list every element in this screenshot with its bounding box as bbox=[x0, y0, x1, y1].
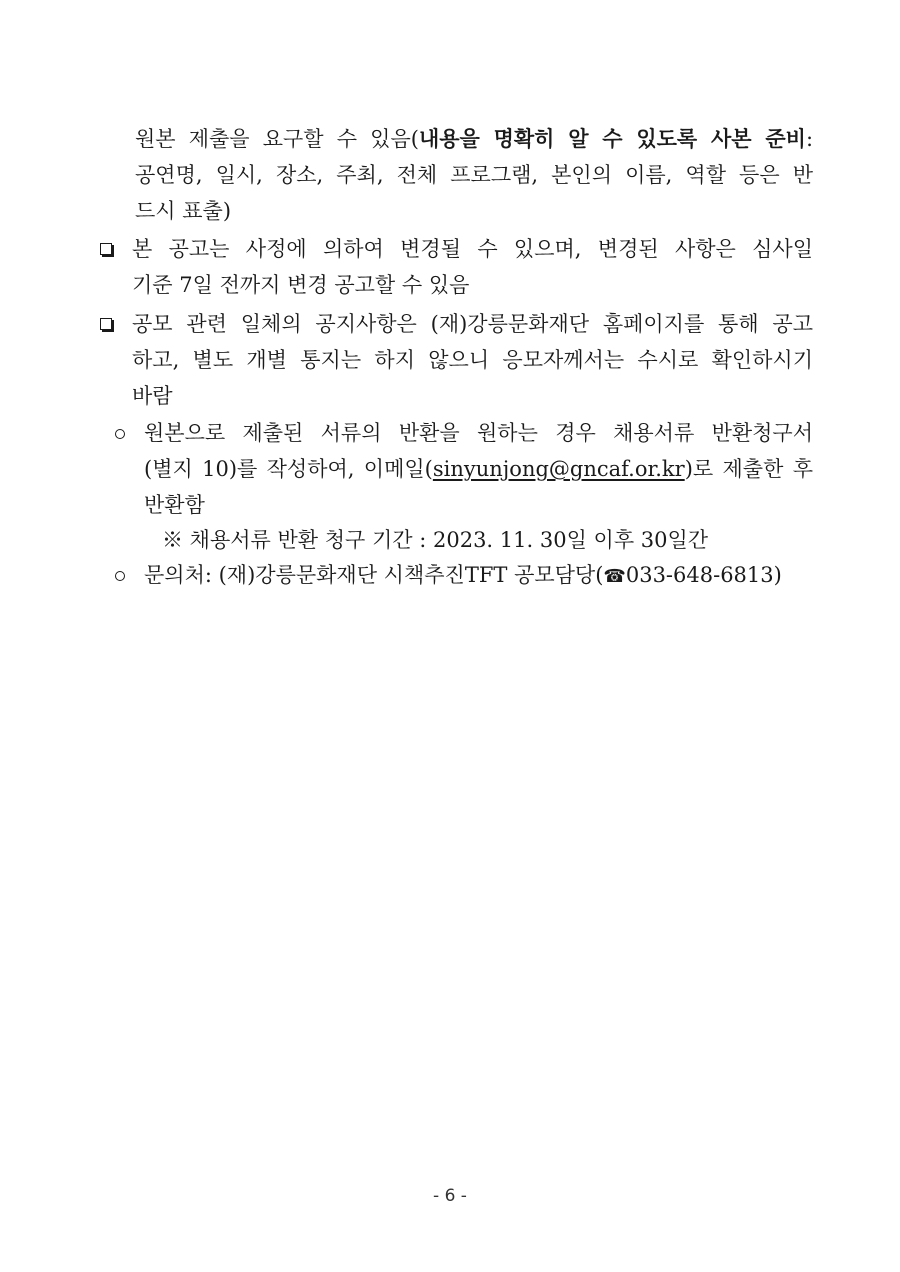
return-docs-note-text: ※ 채용서류 반환 청구 기간 : 2023. 11. 30일 이후 30일간 bbox=[162, 528, 709, 552]
notice-announce-line1-text: 공모 관련 일체의 공지사항은 (재)강릉문화재단 홈페이지를 통해 공고 bbox=[132, 312, 813, 336]
return-docs-line3 bbox=[144, 490, 205, 520]
notice-change-line2 bbox=[132, 270, 469, 300]
return-docs-note bbox=[162, 525, 708, 555]
section1-line1-plain: 원본 제출을 요구할 수 있음( bbox=[135, 127, 419, 151]
notice-announce-line3 bbox=[132, 381, 173, 411]
notice-announce-line2 bbox=[132, 345, 813, 375]
section1-line3-text: 드시 표출) bbox=[135, 199, 232, 223]
contact-post: ) bbox=[773, 563, 782, 587]
return-docs-line1-text: 원본으로 제출된 서류의 반환을 원하는 경우 채용서류 반환청구서 bbox=[144, 421, 813, 445]
section1-line2 bbox=[135, 160, 813, 190]
email-link[interactable]: sinyunjong@gncaf.or.kr bbox=[432, 457, 685, 481]
section1-line3 bbox=[135, 196, 231, 226]
notice-change-line2-text: 기준 7일 전까지 변경 공고할 수 있음 bbox=[132, 273, 470, 297]
notice-announce-line2-text: 하고, 별도 개별 통지는 하지 않으니 응모자께서는 수시로 확인하시기 bbox=[132, 348, 813, 372]
section1-line1 bbox=[135, 124, 813, 154]
telephone-icon: ☎ bbox=[603, 566, 626, 587]
notice-change-line1 bbox=[132, 234, 813, 264]
square-bullet-icon bbox=[100, 243, 112, 255]
circle-bullet-icon bbox=[115, 571, 125, 581]
square-bullet-icon bbox=[100, 318, 112, 330]
return-docs-line2-pre: (별지 10)를 작성하여, 이메일( bbox=[144, 457, 433, 481]
return-docs-line2 bbox=[144, 454, 813, 484]
notice-announce-line1 bbox=[132, 309, 813, 339]
contact-pre: 문의처: (재)강릉문화재단 시책추진TFT 공모담당( bbox=[144, 563, 604, 587]
section1-line1-tail: : bbox=[805, 127, 814, 151]
return-docs-line2-post: )로 제출한 후 bbox=[684, 457, 813, 481]
page-number: - 6 - bbox=[433, 1186, 467, 1206]
notice-change-line1-text: 본 공고는 사정에 의하여 변경될 수 있으며, 변경된 사항은 심사일 bbox=[132, 237, 813, 261]
return-docs-line3-text: 반환함 bbox=[144, 493, 205, 517]
notice-announce-line3-text: 바람 bbox=[132, 384, 173, 408]
contact-phone: 033-648-6813 bbox=[625, 563, 774, 587]
contact-line bbox=[144, 560, 782, 592]
section1-line2-text: 공연명, 일시, 장소, 주최, 전체 프로그램, 본인의 이름, 역할 등은 반 bbox=[135, 163, 813, 187]
circle-bullet-icon bbox=[115, 429, 125, 439]
return-docs-line1 bbox=[144, 418, 813, 448]
section1-line1-bold: 내용을 명확히 알 수 있도록 사본 준비 bbox=[418, 126, 806, 151]
